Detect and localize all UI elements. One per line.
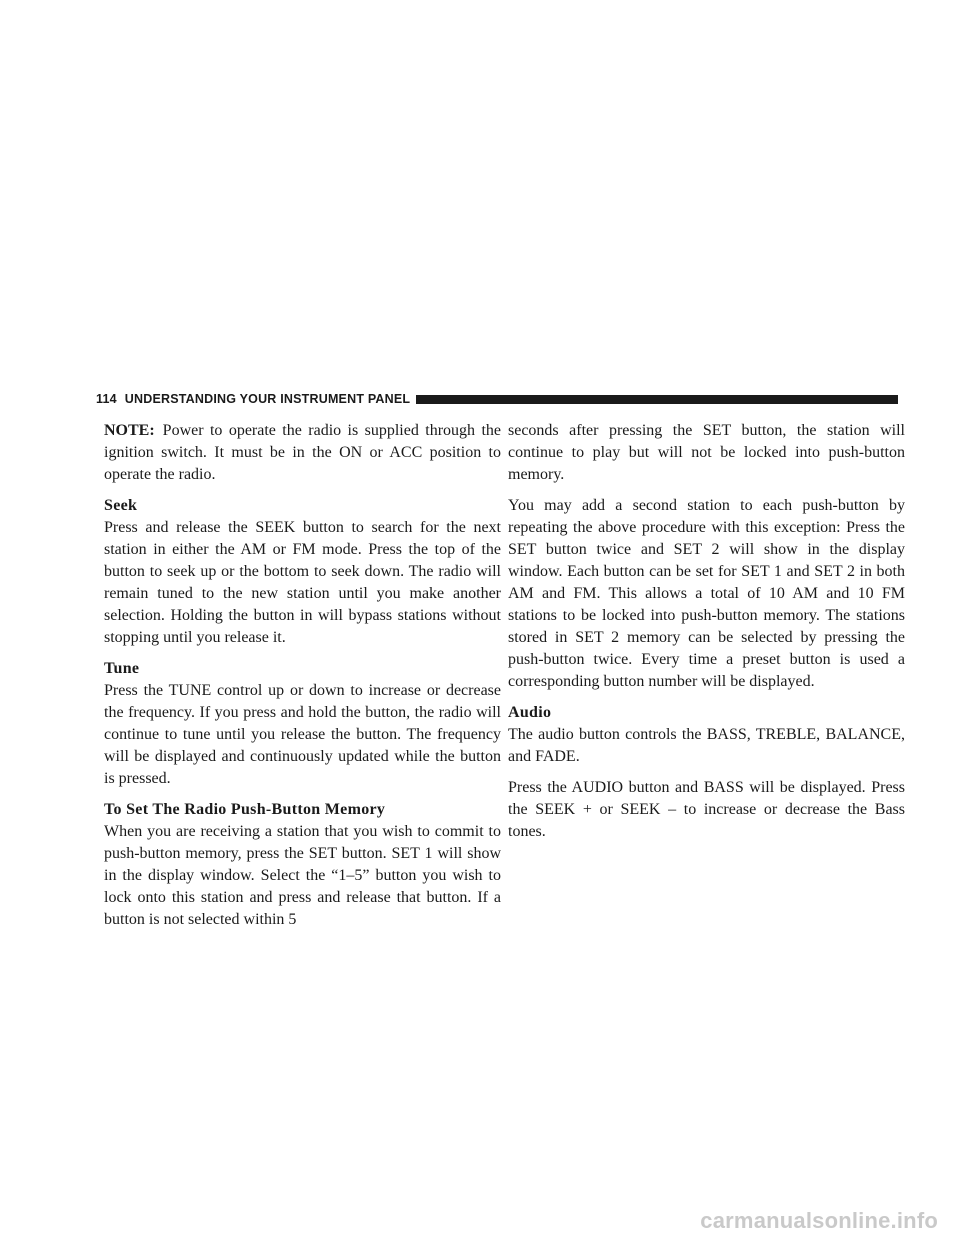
tune-heading: Tune	[104, 660, 140, 677]
memory-heading: To Set The Radio Push-Button Memory	[104, 801, 386, 818]
audio-paragraph-2: Press the AUDIO button and BASS will be displayed. Press the SEEK + or SEEK – to increase or decrease the Bass tones.	[508, 779, 905, 840]
tune-paragraph: Press the TUNE control up or down to increase or decrease the frequency. If you press and hold the button, the radio will continue to tune until you release the button. The frequency will be displayed and continuously updated while the button is pressed.	[104, 682, 501, 787]
seek-heading: Seek	[104, 497, 138, 514]
section-title: UNDERSTANDING YOUR INSTRUMENT PANEL	[124, 392, 411, 406]
watermark: carmanualsonline.info	[700, 1208, 938, 1233]
audio-heading: Audio	[508, 704, 552, 721]
note-paragraph	[104, 420, 501, 486]
note-text: Power to operate the radio is supplied through the ignition switch. It must be in the ON or ACC position to operate the radio.	[104, 422, 501, 483]
memory-continued-paragraph: seconds after pressing the SET button, the station will continue to play but will not be locked into push-button memory.	[508, 422, 905, 483]
second-station-paragraph: You may add a second station to each push-button by repeating the above procedure with this exception: Press the SET button twice and SET 2 will show in the display window. Each button can be set for SET 1 and SET 2 in both AM and FM. This allows a total of 10 AM and 10 FM stations to be locked into push-button memory. The stations stored in SET 2 memory can be selected by pressing the push-button twice. Every time a preset button is used a corresponding button number will be displayed.	[508, 497, 905, 690]
page-number: 114	[96, 392, 117, 406]
memory-paragraph: When you are receiving a station that you wish to commit to push-button memory, press the SET button. SET 1 will show in the display window. Select the “1–5” button you wish to lock onto this station and press and release that button. If a button is not selected within 5	[104, 823, 501, 928]
audio-paragraph-1: The audio button controls the BASS, TREBLE, BALANCE, and FADE.	[508, 726, 905, 765]
left-column	[104, 420, 501, 940]
page-header	[96, 391, 898, 407]
header-rule	[416, 395, 898, 404]
seek-paragraph: Press and release the SEEK button to search for the next station in either the AM or FM mode. Press the top of the button to seek up or the bottom to seek down. The radio will remain tuned to the new station until you make another selection. Holding the button in will bypass stations without stopping until you release it.	[104, 519, 501, 646]
right-column	[508, 420, 905, 852]
note-label: NOTE:	[104, 422, 155, 439]
